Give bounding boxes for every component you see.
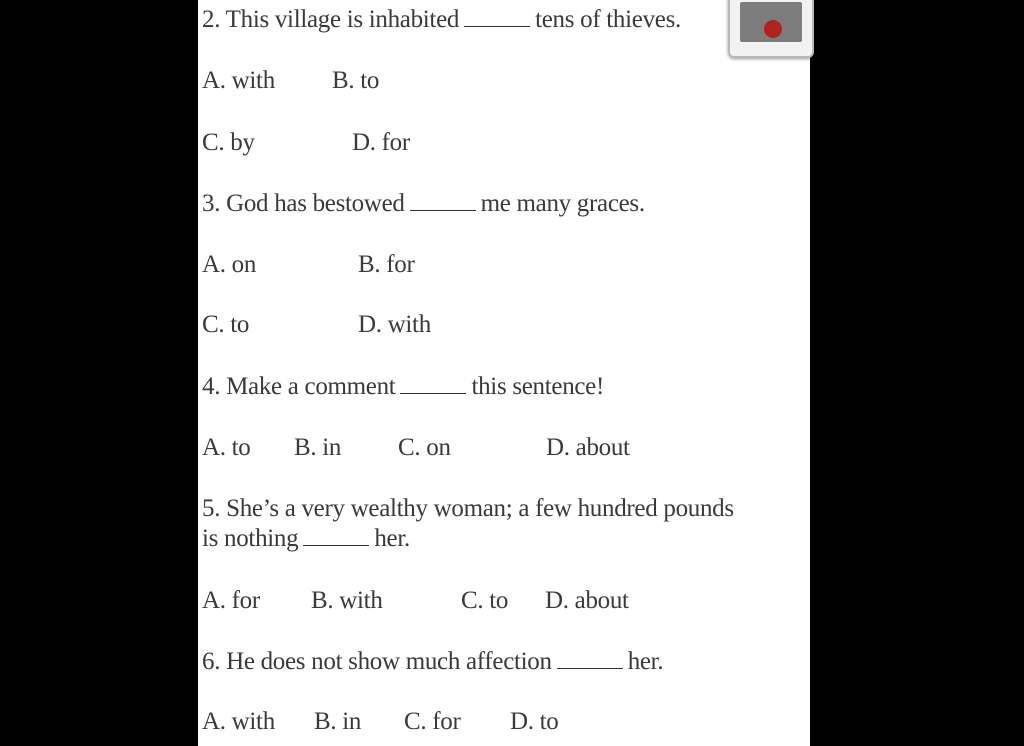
option-6d: D. to — [510, 708, 559, 735]
option-6b: B. in — [314, 708, 362, 735]
option-3d: D. with — [358, 311, 431, 338]
option-6c: C. for — [404, 708, 461, 735]
answer-blank — [557, 650, 623, 669]
option-5c: C. to — [461, 587, 509, 614]
question-3-stem — [202, 190, 645, 218]
option-3b: B. for — [358, 251, 415, 278]
question-5-stem-line2 — [202, 525, 410, 553]
option-6a: A. with — [202, 708, 275, 735]
option-3c: C. to — [202, 311, 250, 338]
option-4d: D. about — [546, 434, 630, 461]
answer-blank — [303, 527, 369, 546]
option-5a: A. for — [202, 587, 260, 614]
question-4-text-after: this sentence! — [471, 373, 605, 400]
question-4-stem — [202, 373, 604, 401]
question-6-stem — [202, 648, 663, 676]
option-4c: C. on — [398, 434, 451, 461]
option-2c: C. by — [202, 129, 255, 156]
question-4-text-before: 4. Make a comment — [202, 373, 396, 400]
record-icon — [764, 20, 782, 38]
question-2-text-before: 2. This village is inhabited — [202, 6, 460, 33]
answer-blank — [464, 8, 530, 27]
option-4a: A. to — [202, 434, 251, 461]
option-2d: D. for — [352, 129, 410, 156]
question-3-text-after: me many graces. — [480, 190, 645, 217]
option-2a: A. with — [202, 67, 275, 94]
question-5-text-after: her. — [374, 525, 410, 552]
question-6-text-after: her. — [627, 648, 664, 675]
option-5d: D. about — [545, 587, 629, 614]
question-5-text-before: is nothing — [202, 525, 299, 552]
option-2b: B. to — [332, 67, 380, 94]
question-6-text-before: 6. He does not show much affection — [202, 648, 552, 675]
answer-blank — [400, 375, 466, 394]
question-5-stem-line1: 5. She’s a very wealthy woman; a few hundred pounds — [202, 495, 734, 522]
question-2-stem — [202, 6, 681, 34]
option-5b: B. with — [311, 587, 383, 614]
option-3a: A. on — [202, 251, 257, 278]
option-4b: B. in — [294, 434, 342, 461]
question-2-text-after: tens of thieves. — [535, 6, 681, 33]
question-3-text-before: 3. God has bestowed — [202, 190, 405, 217]
video-thumbnail[interactable] — [728, 0, 814, 58]
answer-blank — [410, 192, 476, 211]
